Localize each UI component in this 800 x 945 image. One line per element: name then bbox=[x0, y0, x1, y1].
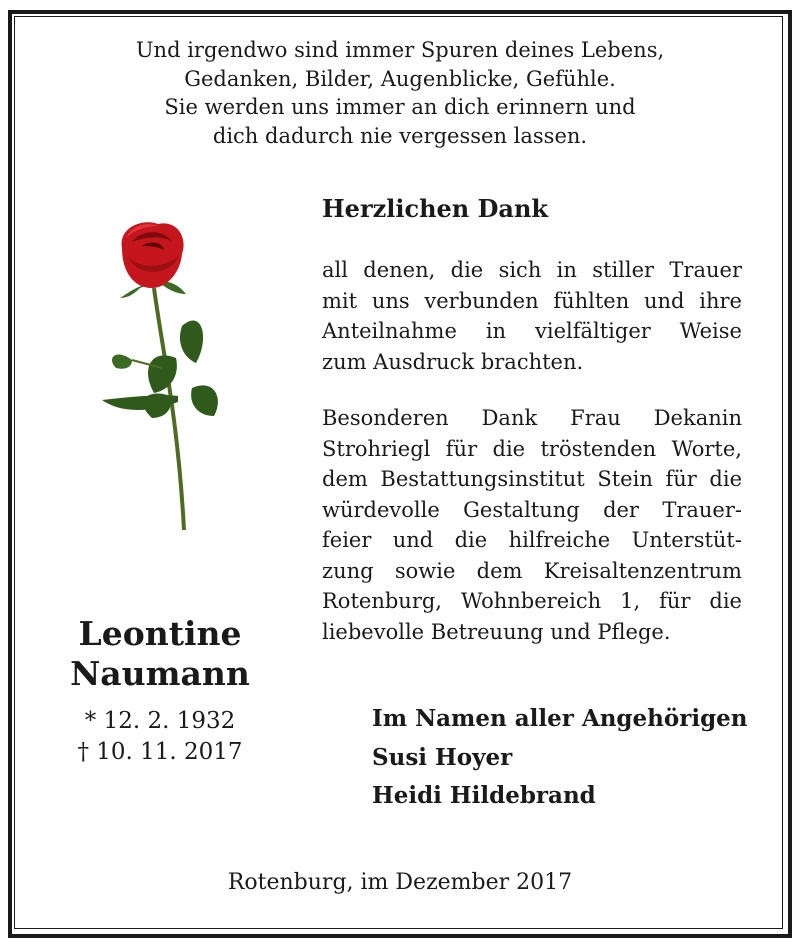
signature-line: Im Namen aller Angehörigen bbox=[372, 705, 748, 732]
heading: Herzlichen Dank bbox=[322, 194, 549, 223]
text-line: Strohriegl für die tröstenden Worte, bbox=[322, 436, 742, 461]
text-line: liebevolle Betreuung und Pflege. bbox=[322, 619, 671, 644]
text-line: dem Bestattungsinstitut Stein für die bbox=[322, 467, 742, 491]
text-line: mit uns verbunden fühlten und ihre bbox=[322, 288, 742, 313]
place-date: Rotenburg, im Dezember 2017 bbox=[227, 870, 573, 895]
poem-line: Sie werden uns immer an dich erinnern und bbox=[164, 95, 636, 119]
text-line: feier und die hilfreiche Unterstüt- bbox=[322, 528, 742, 552]
deceased-name bbox=[40, 614, 280, 694]
poem-line: Gedanken, Bilder, Augenblicke, Gefühle. bbox=[184, 66, 616, 91]
text-line: zung sowie dem Kreisaltenzentrum bbox=[322, 558, 742, 583]
text-line: zum Ausdruck brachten. bbox=[322, 349, 584, 374]
text-line: all denen, die sich in stiller Trauer bbox=[322, 258, 742, 282]
special-thanks-paragraph bbox=[322, 403, 742, 647]
poem-line: Und irgendwo sind immer Spuren deines Lebens, bbox=[135, 38, 665, 62]
rose-image bbox=[92, 218, 232, 538]
death-date: † 10. 11. 2017 bbox=[77, 739, 243, 765]
signature-block bbox=[372, 700, 748, 816]
signature-line: Susi Hoyer bbox=[372, 743, 513, 771]
signature-line: Heidi Hildebrand bbox=[372, 782, 596, 809]
text-line: Rotenburg, Wohnbereich 1, für die bbox=[322, 589, 742, 613]
life-dates bbox=[40, 706, 280, 768]
text-line: würdevolle Gestaltung der Trauer- bbox=[322, 497, 742, 522]
text-line: Besonderen Dank Frau Dekanin bbox=[322, 406, 742, 430]
last-name: Naumann bbox=[70, 654, 250, 693]
birth-date: * 12. 2. 1932 bbox=[84, 708, 236, 734]
text-line: Anteilnahme in vielfältiger Weise bbox=[322, 319, 742, 343]
thanks-paragraph bbox=[322, 255, 742, 377]
poem bbox=[0, 36, 800, 150]
first-name: Leontine bbox=[78, 614, 242, 653]
poem-line: dich dadurch nie vergessen lassen. bbox=[212, 123, 588, 148]
